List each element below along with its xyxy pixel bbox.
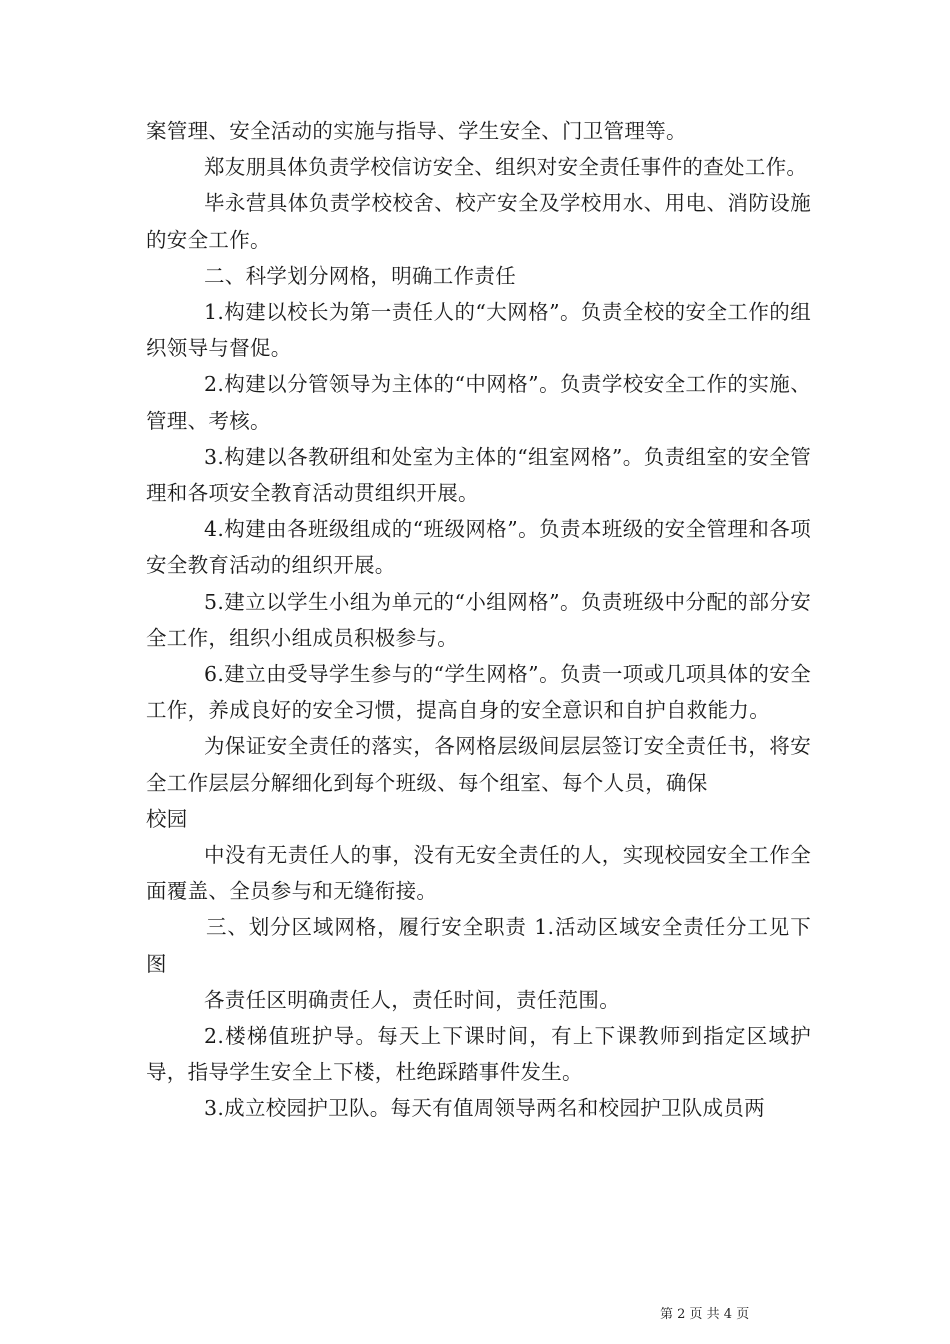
list-item: 2.楼梯值班护导。每天上下课时间，有上下课教师到指定区域护导，指导学生安全上下楼，杜绝踩踏事件发生。	[146, 1024, 811, 1085]
list-item: 4.构建由各班级组成的“班级网格”。负责本班级的安全管理和各项安全教育活动的组织开展。	[146, 517, 811, 578]
page-number: 第 2 页 共 4 页	[660, 1307, 750, 1322]
paragraph: 中没有无责任人的事，没有无安全责任的人，实现校园安全工作全面覆盖、全员参与和无缝衔接。	[146, 843, 811, 904]
section-heading: 二、科学划分网格，明确工作责任	[204, 263, 516, 288]
paragraph: 校园	[146, 806, 188, 831]
list-item: 5.建立以学生小组为单元的“小组网格”。负责班级中分配的部分安全工作，组织小组成员积极参与。	[146, 589, 811, 650]
list-item: 2.构建以分管领导为主体的“中网格”。负责学校安全工作的实施、管理、考核。	[146, 372, 811, 433]
list-item: 3.成立校园护卫队。每天有值周领导两名和校园护卫队成员两	[204, 1096, 765, 1121]
paragraph: 为保证安全责任的落实，各网格层级间层层签订安全责任书，将安全工作层层分解细化到每个班级、每个组室、每个人员，确保	[146, 734, 811, 795]
list-item: 3.构建以各教研组和处室为主体的“组室网格”。负责组室的安全管理和各项安全教育活动贯组织开展。	[146, 444, 811, 506]
list-item: 6.建立由受导学生参与的“学生网格”。负责一项或几项具体的安全工作，养成良好的安全习惯，提高自身的安全意识和自护自救能力。	[146, 662, 811, 723]
paragraph: 各责任区明确责任人，责任时间，责任范围。	[204, 987, 620, 1012]
list-item: 1.构建以校长为第一责任人的“大网格”。负责全校的安全工作的组织领导与督促。	[146, 300, 811, 361]
paragraph: 郑友朋具体负责学校信访安全、组织对安全责任事件的查处工作。	[204, 155, 808, 180]
document-body	[146, 113, 811, 1127]
section-heading: 三、划分区域网格，履行安全职责 1.活动区域安全责任分工见下图	[146, 915, 811, 976]
paragraph: 毕永营具体负责学校校舍、校产安全及学校用水、用电、消防设施的安全工作。	[146, 191, 811, 252]
paragraph: 案管理、安全活动的实施与指导、学生安全、门卫管理等。	[146, 119, 687, 143]
